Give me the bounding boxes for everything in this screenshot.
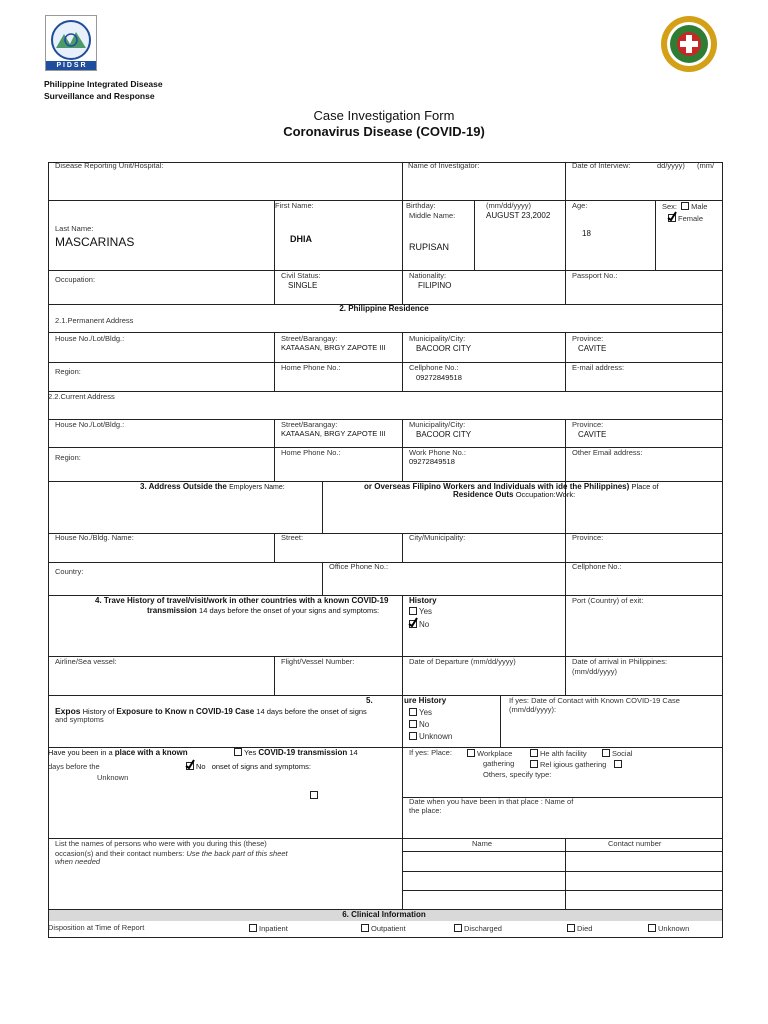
check-mark-icon	[667, 211, 677, 221]
birthday-format: (mm/dd/yyyy)	[486, 201, 531, 210]
travel-no-checkbox[interactable]	[409, 620, 417, 628]
exposure-no-text: No	[419, 720, 430, 729]
exposure-history-of: History of	[82, 707, 115, 716]
health-facility-checkbox[interactable]	[530, 749, 538, 757]
inpatient-option[interactable]	[249, 924, 288, 934]
contact-name-column: Name	[472, 839, 493, 848]
date-place-label: Date when you have been in that place : Name of	[409, 797, 574, 806]
cur-province-label: Province:	[572, 420, 604, 429]
workplace-text: Workplace	[477, 749, 513, 758]
nationality-value[interactable]: FILIPINO	[418, 281, 452, 290]
exposure-unknown-option[interactable]	[409, 732, 452, 741]
age-label: Age:	[572, 201, 588, 210]
perm-city-label: Municipality/City:	[409, 334, 466, 343]
permanent-address-label: 2.1.Permanent Address	[55, 316, 134, 325]
exposure-expos: Expos	[55, 706, 81, 716]
health-facility-text: He alth facility	[540, 749, 587, 758]
exposure-no-option[interactable]	[409, 720, 429, 729]
cur-city-value[interactable]: BACOOR CITY	[416, 430, 472, 439]
place-yes-option[interactable]	[234, 748, 358, 757]
doh-seal-icon	[660, 15, 718, 73]
arrival-date-format: (mm/dd/yyyy)	[572, 667, 617, 676]
travel-title-d: 14 days before the onset of your signs and symptoms:	[199, 606, 380, 615]
perm-home-phone-label: Home Phone No.:	[281, 363, 341, 372]
place-label: If yes: Place:	[409, 748, 452, 757]
contacts-list-label-2a: occasion(s) and their contact numbers:	[55, 849, 185, 858]
travel-no-option[interactable]	[409, 620, 429, 629]
last-name-value[interactable]: MASCARINAS	[55, 235, 135, 249]
investigator-label: Name of Investigator:	[408, 161, 480, 170]
cur-street-value[interactable]: KATAASAN, BRGY ZAPOTE III	[281, 429, 386, 438]
birthday-value[interactable]: AUGUST 23,2002	[486, 211, 551, 220]
place-unknown-text: Unknown	[97, 773, 129, 782]
religious-option[interactable]	[530, 760, 624, 770]
place-question-line-1	[48, 748, 188, 757]
other-email-label: Other Email address:	[572, 448, 643, 457]
cur-city-label: Municipality/City:	[409, 420, 466, 429]
place-yes-text: Yes	[244, 748, 257, 757]
place-no-text: No	[196, 762, 206, 771]
exposure-no-checkbox[interactable]	[409, 720, 417, 728]
outside-title-h: Work:	[555, 490, 576, 499]
contacts-list-label-3: when needed	[55, 857, 101, 866]
exposure-rest: 14 days before the onset of signs	[256, 707, 367, 716]
perm-house-label: House No./Lot/Bldg.:	[55, 334, 125, 343]
social-checkbox[interactable]	[602, 749, 610, 757]
sex-female-text: Female	[678, 214, 704, 223]
inpatient-checkbox[interactable]	[249, 924, 257, 932]
place-yes-checkbox[interactable]	[234, 748, 242, 756]
age-value[interactable]: 18	[582, 229, 591, 238]
died-checkbox[interactable]	[567, 924, 575, 932]
place-no-checkbox[interactable]	[186, 762, 194, 770]
disposition-unknown-checkbox[interactable]	[648, 924, 656, 932]
airline-label: Airline/Sea vessel:	[55, 657, 117, 666]
birthday-label: Birthday:	[406, 201, 436, 210]
contact-date-format: (mm/dd/yyyy):	[509, 705, 557, 714]
the-place-label: the place:	[409, 806, 442, 815]
workplace-option[interactable]	[467, 749, 512, 759]
cur-street-label: Street/Barangay:	[281, 420, 338, 429]
departure-date-label: Date of Departure (mm/dd/yyyy)	[409, 657, 516, 666]
workplace-checkbox[interactable]	[467, 749, 475, 757]
form-title: Case Investigation Form	[313, 108, 455, 123]
social-option[interactable]	[602, 749, 632, 759]
disposition-unknown-text: Unknown	[658, 924, 690, 933]
sex-label-text: Sex:	[662, 202, 678, 211]
org-line-2: Surveillance and Response	[44, 91, 155, 101]
arrival-date-label: Date of arrival in Philippines:	[572, 657, 668, 666]
place-unknown-box[interactable]	[310, 791, 318, 799]
nationality-label: Nationality:	[409, 271, 447, 280]
perm-street-label: Street/Barangay:	[281, 334, 338, 343]
perm-city-value[interactable]: BACOOR CITY	[416, 344, 472, 353]
discharged-text: Discharged	[464, 924, 502, 933]
outside-section-title-3	[453, 490, 575, 499]
pidsr-logo	[45, 15, 97, 71]
form-subtitle: Coronavirus Disease (COVID-19)	[283, 124, 485, 139]
social-text: Social	[612, 749, 633, 758]
outpatient-text: Outpatient	[371, 924, 406, 933]
travel-title-c: transmission	[147, 606, 197, 615]
doh-seal	[660, 15, 718, 73]
exposure-yes-option[interactable]	[409, 708, 432, 717]
outside-title-e: Place of	[631, 482, 659, 491]
place-q-f: onset of signs and symptoms:	[211, 762, 311, 771]
discharged-option[interactable]	[454, 924, 502, 934]
sex-male-checkbox[interactable]	[681, 202, 689, 210]
clinical-section-title: 6. Clinical Information	[342, 910, 426, 919]
exposure-bold: Exposure to Know n COVID-19 Case	[116, 707, 255, 716]
place-unknown-checkbox[interactable]	[310, 785, 320, 803]
org-line-1: Philippine Integrated Disease	[44, 79, 163, 89]
exposure-rest-2: and symptoms	[55, 715, 104, 724]
sex-female-option[interactable]	[668, 214, 703, 224]
travel-yes-option[interactable]	[409, 607, 432, 616]
religious-extra-checkbox[interactable]	[614, 760, 622, 768]
outside-title-g: Occupation:	[515, 490, 556, 499]
exposure-title-b: ure History	[404, 696, 447, 705]
perm-cellphone-label: Cellphone No.:	[409, 363, 459, 372]
exposure-yes-text: Yes	[419, 708, 433, 717]
outpatient-option[interactable]	[361, 924, 406, 934]
office-phone-label: Office Phone No.:	[329, 562, 389, 571]
travel-title-line-1	[95, 596, 388, 605]
disposition-unknown-option[interactable]	[648, 924, 689, 934]
pidsr-logo-text: P I D S R	[56, 62, 86, 69]
died-option[interactable]	[567, 924, 592, 934]
contacts-list-label-2b: Use the back part of this sheet	[186, 849, 288, 858]
outside-city-label: City/Municipality:	[409, 533, 466, 542]
sex-male-text: Male	[691, 202, 708, 211]
outside-title-f: Residence Outs	[453, 490, 514, 499]
middle-name-value[interactable]: RUPISAN	[409, 242, 450, 252]
place-q-c: COVID-19 transmission	[258, 748, 348, 757]
discharged-checkbox[interactable]	[454, 924, 462, 932]
died-text: Died	[577, 924, 593, 933]
perm-email-label: E-mail address:	[572, 363, 625, 372]
exposure-yes-checkbox[interactable]	[409, 708, 417, 716]
cur-house-label: House No./Lot/Bldg.:	[55, 420, 125, 429]
outside-street-label: Street:	[281, 533, 304, 542]
outside-province-label: Province:	[572, 533, 604, 542]
reporting-unit-label: Disease Reporting Unit/Hospital:	[55, 161, 164, 170]
residence-section-title: 2. Philippine Residence	[339, 304, 429, 313]
place-q-b: place with a known	[114, 748, 188, 757]
disposition-label: Disposition at Time of Report	[48, 923, 145, 932]
travel-title-a: 4. Trave History of travel/visit/work in other countries with a known COVID-19	[95, 596, 389, 605]
first-name-label: First Name:	[275, 201, 314, 210]
contact-number-column: Contact number	[608, 839, 662, 848]
perm-province-label: Province:	[572, 334, 604, 343]
occupation-label: Occupation:	[55, 275, 96, 284]
perm-region-label: Region:	[55, 367, 81, 376]
travel-no-text: No	[419, 620, 430, 629]
civil-status-value[interactable]: SINGLE	[288, 281, 318, 290]
interview-date-format-1: dd/yyyy)	[657, 161, 685, 170]
place-q-e: days before the	[48, 762, 100, 771]
exposure-unknown-text: Unknown	[419, 732, 453, 741]
travel-yes-checkbox[interactable]	[409, 607, 417, 615]
religious-text: Rel igious gathering	[540, 760, 607, 769]
outside-title-d: ide the Philippines)	[555, 482, 630, 491]
exposure-num: 5.	[366, 696, 373, 705]
work-phone-label: Work Phone No.:	[409, 448, 466, 457]
exposure-unknown-checkbox[interactable]	[409, 732, 417, 740]
place-no-option[interactable]	[186, 762, 311, 771]
cur-region-label: Region:	[55, 453, 81, 462]
perm-province-value[interactable]: CAVITE	[578, 344, 607, 353]
religious-checkbox[interactable]	[530, 760, 538, 768]
outside-title-a: 3. Address Outside the	[140, 482, 227, 491]
others-label: Others, specify type:	[483, 770, 552, 779]
travel-title-line-2	[147, 606, 379, 615]
outside-country-label: Country:	[55, 567, 84, 576]
passport-label: Passport No.:	[572, 271, 618, 280]
inpatient-text: Inpatient	[259, 924, 288, 933]
flight-number-label: Flight/Vessel Number:	[281, 657, 355, 666]
middle-name-label: Middle Name:	[409, 211, 456, 220]
outside-title-c: or Overseas Filipino Workers and Individuals with	[364, 482, 554, 491]
outside-section-title	[140, 482, 285, 491]
contacts-list-label-1: List the names of persons who were with you during this (these)	[55, 839, 267, 848]
gathering-text: gathering	[483, 759, 515, 768]
port-exit-label: Port (Country) of exit:	[572, 596, 644, 605]
first-name-value[interactable]: DHIA	[290, 234, 312, 244]
outside-house-label: House No./Bldg. Name:	[55, 533, 134, 542]
perm-street-value[interactable]: KATAASAN, BRGY ZAPOTE III	[281, 343, 386, 352]
outpatient-checkbox[interactable]	[361, 924, 369, 932]
check-mark-icon	[185, 759, 195, 769]
interview-date-label: Date of Interview:	[572, 161, 631, 170]
outside-cellphone-label: Cellphone No.:	[572, 562, 622, 571]
health-facility-option[interactable]	[530, 749, 587, 759]
current-address-label: 2.2.Current Address	[48, 392, 115, 401]
work-phone-value[interactable]: 09272849518	[409, 457, 455, 466]
travel-yes-text: Yes	[419, 607, 433, 616]
cur-home-phone-label: Home Phone No.:	[281, 448, 341, 457]
interview-date-format-2: (mm/	[697, 161, 715, 170]
place-q-d: 14	[349, 748, 358, 757]
cur-province-value[interactable]: CAVITE	[578, 430, 607, 439]
civil-status-label: Civil Status:	[281, 271, 321, 280]
contact-date-label: If yes: Date of Contact with Known COVID-19 Case	[509, 696, 680, 705]
perm-cellphone-value[interactable]: 09272849518	[416, 373, 462, 382]
last-name-label: Last Name:	[55, 224, 94, 233]
travel-title-b: History	[409, 596, 437, 605]
check-mark-icon	[408, 617, 418, 627]
place-q-a: Have you been in a	[48, 748, 113, 757]
outside-title-b: Employers Name:	[229, 484, 285, 491]
sex-female-checkbox[interactable]	[668, 214, 676, 222]
